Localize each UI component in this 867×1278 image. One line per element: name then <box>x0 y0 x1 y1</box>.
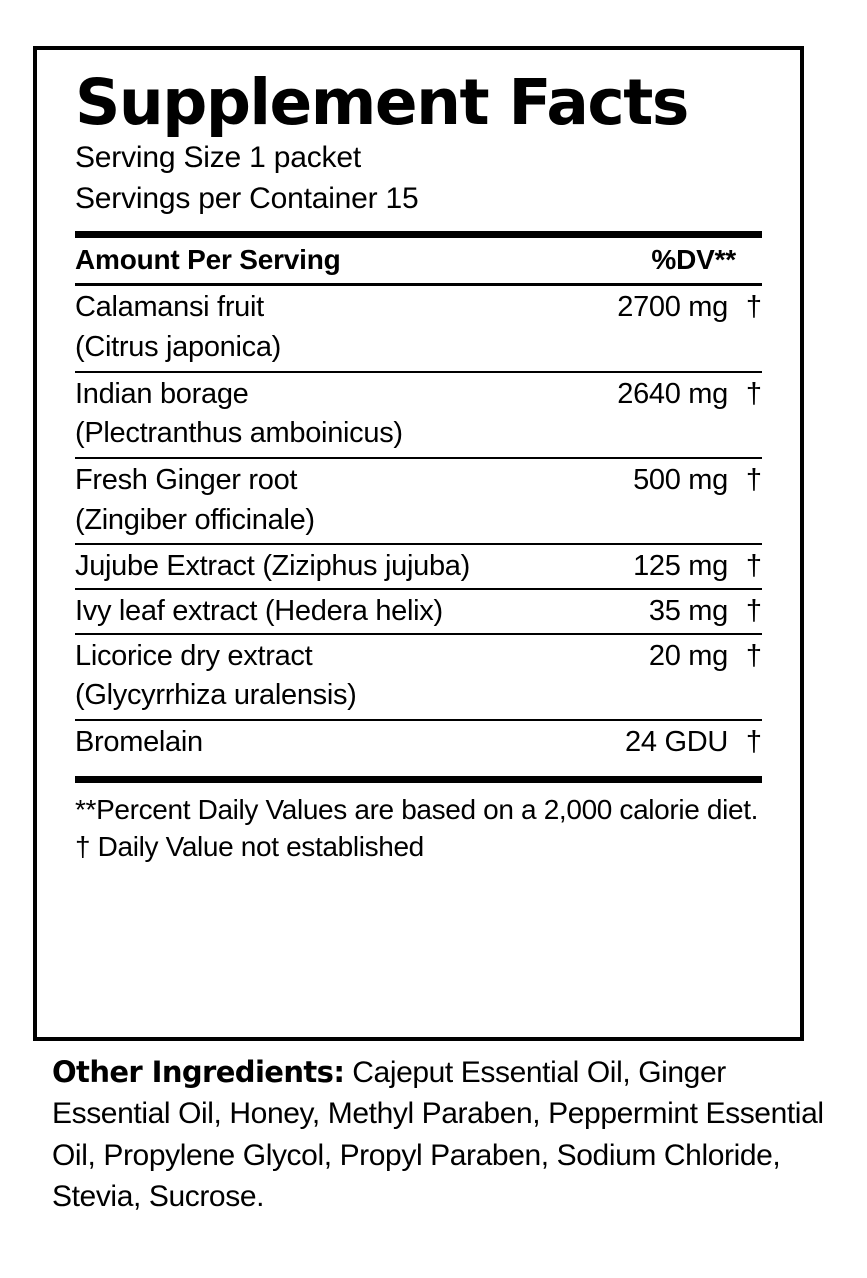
ingredient-daily-value: † <box>745 594 762 627</box>
ingredient-daily-value: † <box>745 550 762 583</box>
table-row <box>75 457 762 543</box>
ingredient-name: Licorice dry extract <box>75 639 313 672</box>
table-row <box>75 588 762 633</box>
table-row <box>75 286 762 370</box>
ingredient-name: Indian borage <box>75 377 249 410</box>
ingredient-amount: 2640 mg <box>617 377 728 410</box>
ingredient-amount: 2700 mg <box>617 291 728 324</box>
table-row <box>75 633 762 719</box>
footnote-daily-value-not-established: † Daily Value not established <box>75 830 424 862</box>
ingredient-daily-value: † <box>745 377 762 410</box>
divider-thick-top <box>75 231 762 238</box>
ingredient-amount: 125 mg <box>633 550 728 583</box>
ingredient-amount: 500 mg <box>633 463 728 496</box>
table-row <box>75 719 762 764</box>
other-ingredients <box>52 1052 827 1218</box>
ingredient-name: Bromelain <box>75 726 203 759</box>
ingredient-name: Ivy leaf extract (Hedera helix) <box>75 594 443 627</box>
footnote-percent-daily-value: **Percent Daily Values are based on a 2,000 calorie diet. <box>75 793 759 825</box>
facts-panel <box>33 46 804 1041</box>
page-title: Supplement Facts <box>75 66 688 139</box>
ingredient-daily-value: † <box>745 463 762 496</box>
amount-header-label: Amount Per Serving <box>75 244 341 276</box>
servings-per-container: Servings per Container 15 <box>75 181 419 215</box>
ingredient-scientific-name: (Citrus japonica) <box>75 330 282 363</box>
other-ingredients-text: Cajeput Essential Oil, Ginger Essential Oil, Honey, Methyl Paraben, Peppermint Essential Oil, Propylene Glycol, Propyl Paraben, Sodium Chloride, Stevia, Sucrose. <box>52 1056 824 1214</box>
ingredient-amount: 35 mg <box>648 594 728 627</box>
ingredient-daily-value: † <box>745 726 762 759</box>
ingredient-scientific-name: (Glycyrrhiza uralensis) <box>75 679 357 712</box>
ingredient-rows <box>75 286 762 764</box>
ingredient-name: Fresh Ginger root <box>75 463 298 496</box>
ingredient-name: Calamansi fruit <box>75 291 264 324</box>
ingredient-name: Jujube Extract (Ziziphus jujuba) <box>75 550 470 583</box>
amount-per-serving-header <box>75 238 762 283</box>
ingredient-scientific-name: (Zingiber officinale) <box>75 503 315 536</box>
table-row <box>75 371 762 457</box>
daily-value-header-label: %DV** <box>651 244 736 276</box>
footnotes <box>75 783 762 865</box>
ingredient-daily-value: † <box>745 291 762 324</box>
ingredient-amount: 20 mg <box>648 639 728 672</box>
ingredient-scientific-name: (Plectranthus amboinicus) <box>75 417 403 450</box>
ingredient-amount: 24 GDU <box>625 726 728 759</box>
other-ingredients-label: Other Ingredients: <box>52 1055 345 1089</box>
ingredient-daily-value: † <box>745 639 762 672</box>
serving-size: Serving Size 1 packet <box>75 141 361 175</box>
table-row <box>75 543 762 588</box>
divider-thick-bottom <box>75 776 762 783</box>
